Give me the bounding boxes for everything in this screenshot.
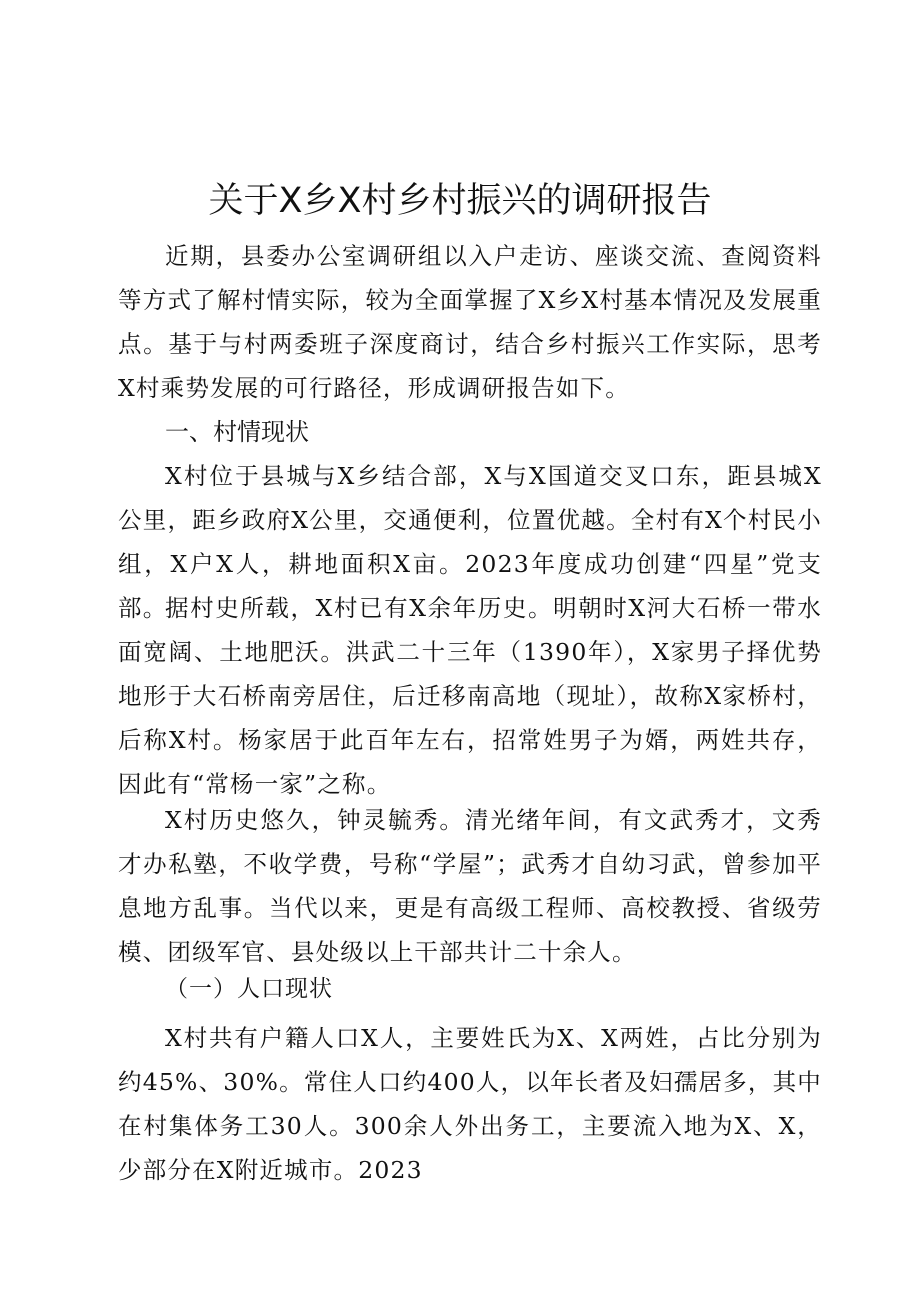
document-title: 关于X乡X村乡村振兴的调研报告 (208, 181, 712, 221)
intro-paragraph: 近期，县委办公室调研组以入户走访、座谈交流、查阅资料等方式了解村情实际，较为全面掌握了X乡X村基本情况及发展重点。基于与村两委班子深度商讨，结合乡村振兴工作实际，思考X村乘势发展的可行路径，形成调研报告如下。 (118, 242, 822, 402)
subsection-heading-population: （一）人口现状 (165, 976, 333, 1002)
paragraph-village-history: 据村史所载，X村已有X余年历史。明朝时X河大石桥一带水面宽阔、土地肥沃。洪武二十三年（1390年），X家男子择优势地形于大石桥南旁居住，后迁移南高地（现址），故称X家桥村，后称X村。杨家居于此百年左右，招常姓男子为婿，两姓共存，因此有“常杨一家”之称。 (118, 594, 822, 798)
section-heading-village-status: 一、村情现状 (165, 418, 309, 446)
paragraph-location: X村位于县城与X乡结合部，X与X国道交叉口东，距县城X公里，距乡政府X公里，交通便利，位置优越。全村有X个村民小组，X户X人，耕地面积X亩。2023年度成功创建“四星”党支部。 (118, 462, 822, 622)
paragraph-population: X村共有户籍人口X人，主要姓氏为X、X两姓，占比分别为约45%、30%。常住人口约400人，以年长者及妇孺居多，其中在村集体务工30人。300余人外出务工，主要流入地为X、X，少部分在X附近城市。2023 (118, 1024, 822, 1184)
paragraph-notable-people: X村历史悠久，钟灵毓秀。清光绪年间，有文武秀才，文秀才办私塾，不收学费，号称“学屋”；武秀才自幼习武，曾参加平息地方乱事。当代以来，更是有高级工程师、高校教授、省级劳模、团级军官、县处级以上干部共计二十余人。 (118, 806, 822, 966)
